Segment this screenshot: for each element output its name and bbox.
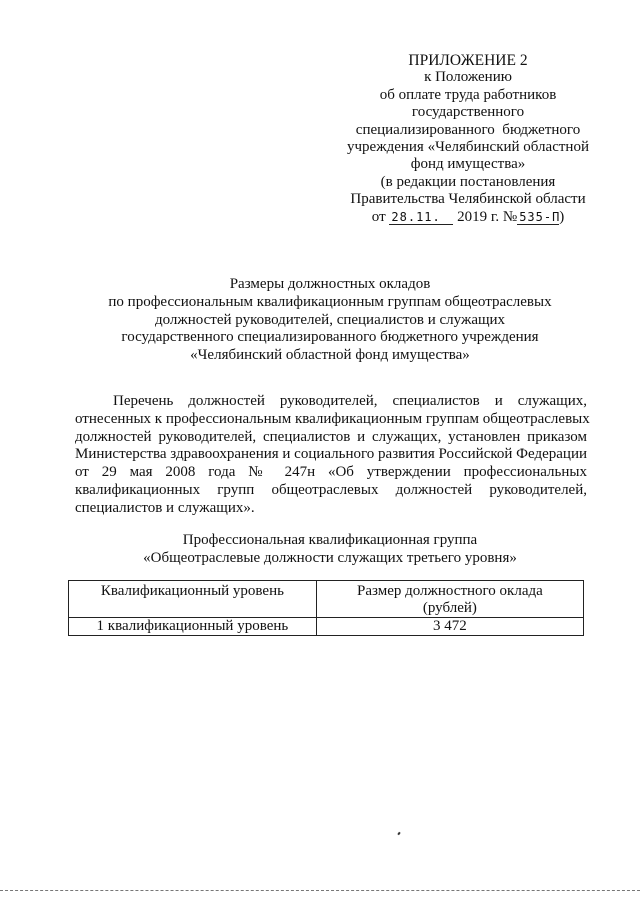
paragraph-line: отнесенных к профессиональным квалификационным группам общеотраслевых <box>75 410 590 427</box>
title-line: Размеры должностных окладов <box>229 276 431 292</box>
header-qualification-level: Квалификационный уровень <box>69 581 317 618</box>
cell-level: 1 квалификационный уровень <box>69 618 317 636</box>
document-title <box>60 276 600 365</box>
group-line: «Общеотраслевые должности служащих третьего уровня» <box>143 549 517 566</box>
paragraph-line: специалистов и служащих». <box>75 499 255 516</box>
cell-salary: 3 472 <box>316 618 583 636</box>
scan-speck <box>397 832 400 836</box>
salary-table <box>68 580 584 636</box>
handwritten-number: 535-П <box>519 209 561 224</box>
appendix-line: специализированного бюджетного <box>355 121 581 138</box>
appendix-line: об оплате труда работников <box>379 86 557 103</box>
date-suffix: ) <box>559 208 565 225</box>
header-salary-line: Размер должностного оклада <box>356 583 543 599</box>
paragraph-line: от 29 мая 2008 года № 247н «Об утверждении профессиональных <box>75 464 587 481</box>
title-line: государственного специализированного бюджетного учреждения <box>121 329 539 346</box>
title-line: должностей руководителей, специалистов и служащих <box>154 311 506 328</box>
table-row <box>69 618 584 636</box>
appendix-title: ПРИЛОЖЕНИЕ 2 <box>408 52 528 69</box>
paragraph-line: Министерства здравоохранения и социального развития Российской Федерации <box>75 446 587 463</box>
group-line: Профессиональная квалификационная группа <box>182 532 478 548</box>
appendix-line: учреждения «Челябинский областной <box>347 139 589 156</box>
scan-bottom-edge <box>0 890 640 891</box>
paragraph-line: должностей руководителей, специалистов и служащих, установлен приказом <box>75 428 587 445</box>
date-year: 2019 г. № <box>457 208 518 225</box>
header-salary <box>316 581 583 618</box>
handwritten-date: 28.11. <box>389 211 453 225</box>
appendix-line: государственного <box>411 104 525 121</box>
body-paragraph <box>75 393 590 518</box>
appendix-line: (в редакции постановления <box>380 173 556 190</box>
title-line: по профессиональным квалификационным группам общеотраслевых <box>108 293 552 310</box>
title-line: «Челябинский областной фонд имущества» <box>190 347 470 364</box>
appendix-header <box>340 52 596 226</box>
paragraph-line: Перечень должностей руководителей, специалистов и служащих, <box>113 393 587 409</box>
appendix-line: Правительства Челябинской области <box>350 191 586 208</box>
appendix-line: фонд имущества» <box>410 156 526 173</box>
paragraph-line: квалификационных групп общеотраслевых должностей руководителей, <box>75 481 587 498</box>
header-salary-unit: (рублей) <box>422 600 477 616</box>
date-prefix: от <box>371 208 386 225</box>
resolution-date-line <box>340 209 596 226</box>
appendix-line: к Положению <box>424 69 512 86</box>
qualification-group-heading <box>60 532 600 567</box>
table-header-row <box>69 581 584 618</box>
